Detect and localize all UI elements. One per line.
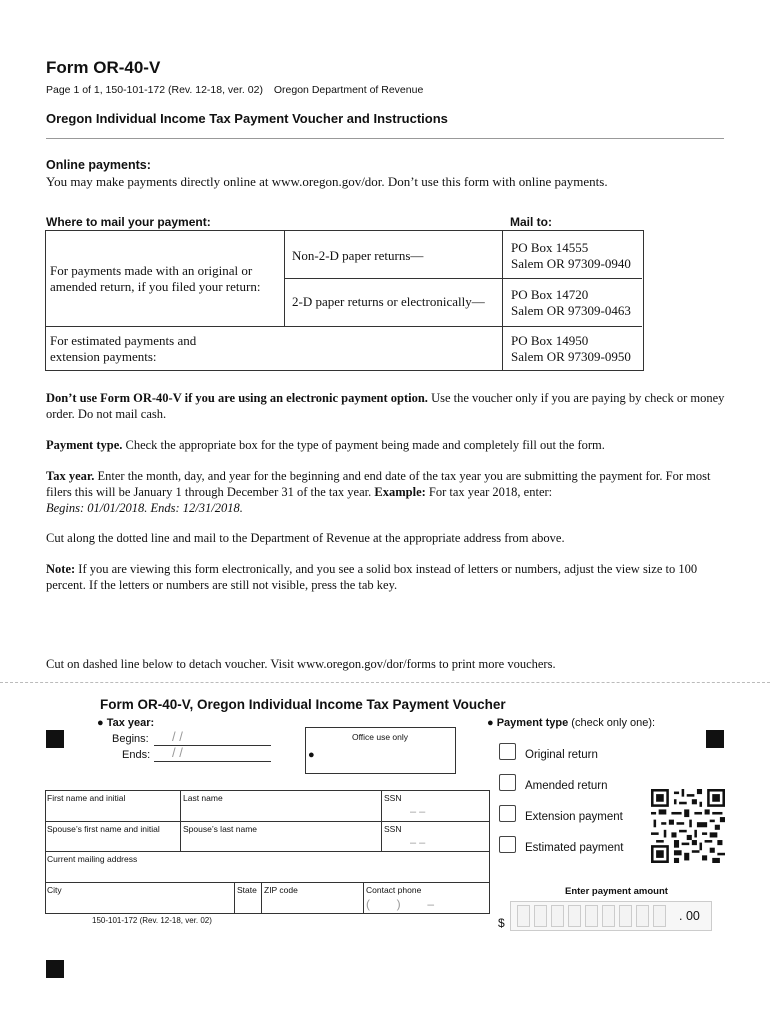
amount-digit-box xyxy=(534,905,547,927)
instruction-note xyxy=(46,561,730,593)
instruction-payment-type-bold: Payment type. xyxy=(46,438,123,452)
begins-date-slashes: / / xyxy=(172,729,183,744)
row1-label: For payments made with an original or amended return, if you filed your return: xyxy=(50,263,261,294)
ssn-dashes: – – xyxy=(410,806,426,818)
table-divider xyxy=(45,326,642,327)
cents-label: . 00 xyxy=(679,909,700,923)
amount-digit-box xyxy=(568,905,581,927)
instruction-payment-type xyxy=(46,437,730,453)
grid-divider xyxy=(180,790,181,852)
state-field[interactable]: State xyxy=(237,885,257,895)
row1b-po-box: PO Box 14720 xyxy=(511,287,589,302)
instruction-example-text: For tax year 2018, enter: xyxy=(425,485,553,499)
instruction-note-text: If you are viewing this form electronically, and you see a solid box instead of letters or numbers, adjust the view size to 100 percent. If the letters or numbers are still not visible, press the tab key. xyxy=(46,562,698,592)
ends-date-slashes: / / xyxy=(172,745,183,760)
amount-digit-box xyxy=(551,905,564,927)
mail-to-heading: Mail to: xyxy=(510,215,552,229)
payment-type-heading xyxy=(487,717,655,729)
instruction-tax-year-text: Enter the month, day, and year for the beginning and end date of the tax year you are submitting the payment for. For most filers this will be January 1 through December 31 of the tax year. xyxy=(46,469,711,499)
amended-return-label: Amended return xyxy=(525,780,608,792)
page-info-text: Page 1 of 1, 150-101-172 (Rev. 12-18, ver. 02) xyxy=(46,84,263,96)
zip-code-field[interactable]: ZIP code xyxy=(264,885,298,895)
office-use-label: Office use only xyxy=(351,732,409,742)
row2-label-1: For estimated payments and xyxy=(50,333,197,348)
voucher-form-number: 150-101-172 (Rev. 12-18, ver. 02) xyxy=(92,916,212,925)
instruction-tax-year-bold: Tax year. xyxy=(46,469,95,483)
first-name-field[interactable]: First name and initial xyxy=(47,793,126,803)
mailing-address-field[interactable]: Current mailing address xyxy=(47,854,138,864)
row1a-city: Salem OR 97309-0940 xyxy=(511,256,631,271)
payment-type-label: Payment type xyxy=(496,717,569,729)
instruction-payment-type-text: Check the appropriate box for the type of payment being made and completely fill out the form. xyxy=(122,438,605,452)
row2-po-box: PO Box 14950 xyxy=(511,333,589,348)
instruction-example-dates: Begins: 01/01/2018. Ends: 12/31/2018. xyxy=(46,501,243,515)
ssn-field[interactable]: SSN xyxy=(384,793,402,803)
instruction-electronic xyxy=(46,390,730,422)
original-return-label: Original return xyxy=(525,749,598,761)
contact-phone-field[interactable]: Contact phone xyxy=(366,885,422,895)
spouse-ssn-field[interactable]: SSN xyxy=(384,824,402,834)
estimated-payment-checkbox[interactable] xyxy=(499,836,516,853)
page-info xyxy=(46,84,423,96)
grid-divider xyxy=(381,790,382,852)
instruction-tax-year xyxy=(46,468,730,516)
where-to-mail-heading: Where to mail your payment: xyxy=(46,215,211,229)
grid-divider xyxy=(45,821,489,822)
extension-payment-checkbox[interactable] xyxy=(499,805,516,822)
tax-year-label: Tax year: xyxy=(106,717,155,729)
grid-divider xyxy=(234,882,235,913)
grid-divider xyxy=(45,882,489,883)
page-subtitle: Oregon Individual Income Tax Payment Voucher and Instructions xyxy=(46,111,448,126)
online-heading: Online payments: xyxy=(46,158,151,172)
amended-return-checkbox[interactable] xyxy=(499,774,516,791)
grid-divider xyxy=(45,851,489,852)
spouse-first-name-field[interactable]: Spouse’s first name and initial xyxy=(47,824,160,834)
online-text: You may make payments directly online at www.oregon.gov/dor. Don’t use this form with online payments. xyxy=(46,174,608,189)
spouse-last-name-field[interactable]: Spouse’s last name xyxy=(183,824,258,834)
payment-type-note: (check only one): xyxy=(568,717,656,729)
grid-divider xyxy=(363,882,364,913)
begins-label: Begins: xyxy=(112,733,149,745)
form-title: Form OR-40-V xyxy=(46,58,161,77)
dollar-sign: $ xyxy=(498,916,505,930)
registration-mark xyxy=(706,730,724,748)
spouse-ssn-dashes: – – xyxy=(410,837,426,849)
amount-digit-box xyxy=(619,905,632,927)
phone-format: ( ) – xyxy=(366,897,435,911)
instruction-electronic-text: Use the voucher only if you are paying by check or money order. Do not mail cash. xyxy=(46,391,725,421)
cut-line-text: Cut on dashed line below to detach voucher. Visit www.oregon.gov/dor/forms to print more vouchers. xyxy=(46,657,556,671)
estimated-payment-label: Estimated payment xyxy=(525,842,624,854)
bullet-icon: ● xyxy=(97,717,104,729)
amount-digit-box xyxy=(602,905,615,927)
cut-dashed-line xyxy=(0,682,770,683)
header-divider xyxy=(46,138,724,139)
row1a-type: Non-2-D paper returns— xyxy=(292,248,424,263)
tax-year-heading xyxy=(97,717,154,729)
department-name: Oregon Department of Revenue xyxy=(273,84,424,96)
table-divider xyxy=(284,278,642,279)
row2-city: Salem OR 97309-0950 xyxy=(511,349,631,364)
instruction-example-bold: Example: xyxy=(374,485,426,499)
qr-code-icon xyxy=(651,789,725,863)
city-field[interactable]: City xyxy=(47,885,62,895)
registration-mark xyxy=(46,730,64,748)
instruction-cut: Cut along the dotted line and mail to the Department of Revenue at the appropriate address from above. xyxy=(46,531,565,545)
instruction-note-bold: Note: xyxy=(46,562,76,576)
registration-mark xyxy=(46,960,64,978)
row1a-po-box: PO Box 14555 xyxy=(511,240,589,255)
amount-digit-box xyxy=(636,905,649,927)
amount-digit-box xyxy=(517,905,530,927)
grid-divider xyxy=(261,882,262,913)
row1b-type: 2-D paper returns or electronically— xyxy=(292,294,485,309)
table-divider xyxy=(502,230,503,370)
row2-label-2: extension payments: xyxy=(50,349,157,364)
amount-digit-box xyxy=(653,905,666,927)
voucher-title: Form OR-40-V, Oregon Individual Income Tax Payment Voucher xyxy=(100,697,506,712)
payment-amount-label: Enter payment amount xyxy=(565,886,668,897)
office-use-bullet-icon: ● xyxy=(308,749,315,761)
ends-label: Ends: xyxy=(122,749,151,761)
bullet-icon: ● xyxy=(487,717,494,729)
last-name-field[interactable]: Last name xyxy=(183,793,223,803)
extension-payment-label: Extension payment xyxy=(525,811,623,823)
ends-date-field[interactable] xyxy=(154,761,271,762)
row1b-city: Salem OR 97309-0463 xyxy=(511,303,631,318)
amount-digit-box xyxy=(585,905,598,927)
original-return-checkbox[interactable] xyxy=(499,743,516,760)
instruction-electronic-bold: Don’t use Form OR-40-V if you are using an electronic payment option. xyxy=(46,391,428,405)
